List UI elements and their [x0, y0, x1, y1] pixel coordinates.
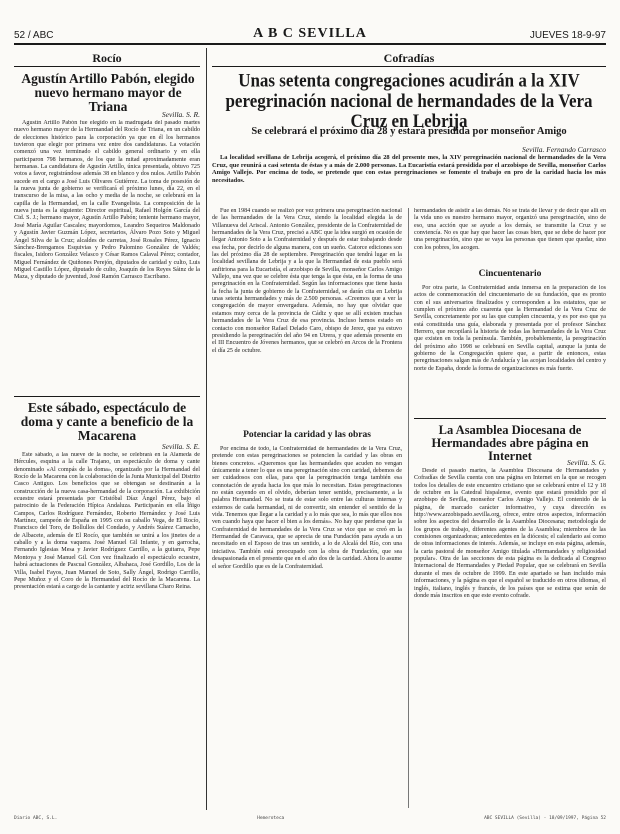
main-lede: [212, 154, 606, 206]
section-rule-left: [14, 66, 200, 67]
story2-headline: Este sábado, espectáculo de doma y cante a beneficio de la Macarena: [20, 400, 194, 444]
footer-right: ABC SEVILLA (Sevilla) - 18/09/1997, Página 52: [484, 816, 606, 821]
story1-headline: Agustín Artillo Pabón, elegido nuevo hermano mayor de Triana: [21, 71, 195, 115]
column-divider: [206, 48, 207, 810]
col1b-text: Por encima de todo, la Confraternidad de hermandades de la Vera Cruz, pretende con estas peregrinaciones se potencien la caridad y las obras en bienes concretos. «Queremos que las hermandades que acuden no vengan únicamente a tener lo que es una peregrinación sino con caridad, debemos de ser cuidadosos con ellas, para que la peregrinación tenga también esa connotación de ayuda hacia los que más lo necesitan. Estas peregrinaciones no están cayendo en el olvido, deberían tener sentido, precisamente, a la palabra Hermandad. No se trata de estar solo entre las culturas internas y externos de cada hermandad, ni de convertir, sin entender el sentido de la vida. Tenemos que llegar a la caridad y a lo más que sea, lo más que ellos nos ven cuando haya que hacer el bien a los demás». No hay que perderse que la Confraternidad de hermandades de la Vera Cruz se vice que se creó en la Hermandad de Caravaca, que se aprecia de una Fundación para ayuda a un necesitado en el Esposo de tras un sentido, a lo de Alcalá del Río, con una iniciativa. También está preocupado con la obra de Fundación, que sea desapasionada en el presente que en el año dos de la caridad. Ahora lo asume el señor Gordillo que es de la Confraternidad.: [212, 446, 402, 570]
col2-top-text: hermandades de asistir a las demás. No se trata de llevar y de decir que allí en la vida uno es nuestro hermano mayor, organizó una peregrinación, sino de eso, una acción que se ayude a los demás, se transmite la Cruz y se conviencía. No es que hay que hacer las cosas bien, que se debe de hacer por una peregrinación, sino que se vaya las personas que tienen que quedar, sino con los pobres, los acogen.: [414, 208, 606, 251]
page-folio: 52 / ABC: [14, 30, 54, 41]
story3-body: [414, 468, 606, 808]
story3-headline: La Asamblea Diocesana de Hermandades abre página en Internet: [431, 423, 589, 464]
main-headline: Unas setenta congregaciones acudirán a la XIV peregrinación nacional de hermandades de la Vera Cruz en Lebrija: [225, 69, 593, 132]
inner-divider: [408, 208, 409, 808]
story3-text: Desde el pasado martes, la Asamblea Diocesana de Hermandades y Cofradías de Sevilla cuenta con una página en Internet en la que se recogen todos los detalles de este encuentro cristiano que se celebrará entre el 12 y 18 de octubre en la Catedral hispalense, evento que estará presidido por el arzobispo de Sevilla, monseñor Carlos Amigo Vallejo. El contenido de la página, de marcado carácter informativo, y cuya dirección es http://www.arzobispado.sevilla.org, ofrece, entre otros aspectos, información sobre los aspectos del desarrollo de la Asamblea Diocesana; metodología de los grupos de trabajo, diferentes agentes de la Asamblea; miembros de las comisiones organizadoras; antecedentes en la diócesis; el calendario así como de otras informaciones de interés. Además, se incluye en esta página, además, la carta pastoral de monseñor Amigo titulada «Hermandades y religiosidad popular». Otra de las secciones de esta página es la dedicada al Congreso Internacional de Hermandades y Piedad Popular, que se celebrará en Sevilla durante el mes de octubre de 1999. En este apartado se han incluido más informaciones, y la página es que el español se traducido en otros idiomas, el inglés, italiano, inglés y francés, de los países que se estima que serán de donde más inscritos en que este evento cofrade.: [414, 468, 606, 599]
header-rule: [14, 43, 606, 45]
section-rule-right: [212, 66, 606, 67]
main-col1: [212, 208, 402, 424]
story-separator-right: [414, 418, 606, 419]
story2-byline: Sevilla. S. E.: [161, 442, 200, 451]
main-col1b: [212, 446, 402, 808]
story2-text: Este sábado, a las nueve de la noche, se celebrará en la Alameda de Hércules, esquina a la calle Trajano, un espectáculo de doma y cante denominado «Al compás de la doma», organizado por la Hermandad del Rocío de la Macarena con la colaboración de la Junta Municipal del Distrito Casco Antiguo. Los beneficios que se obtengan se destinarán a la construcción de la nueva casa-hermandad de la corporación. La exhibición ecuestre estará presentada por Cristóbal Díaz Ángel Pérez, bajo el patrocinio de la Federación Hípica Andaluza. Participarán en ella Íñigo Campos, Carlos Rodríguez Fernández, Roberto Hernández y José Luis Martínez, campeón de España en 1995 con su caballo Vega, de El Rocío, Francisco del Toro, de Bollullos del Condado, y Andrés Suárez Camacho, de Albacete, además de El Rocío, que también se unirá a los jinetes de a caballo y a la doma vaquera. José Manuel Gil Infante, y en garrocha, Fernando Iglesias Mesa y Javier Rodríguez Carrillo, a la guitarra, Pepe Montoya y José Manuel Gil. Con vez finalizado el espectáculo ecuestre, habrá actuaciones de Pascual González, Albahaca, José Gordillo, Los de la Villa, Isabel Fayos, Juan Manuel de Soto, Sally Ángel, Rodrigo Carrillo, Pepe Muñoz y el Coro de la Hermandad del Rocío de la Macarena. La presentación estará a cargo de la cantante y actriz sevillana Charo Reina.: [14, 452, 200, 591]
main-col2a: [414, 285, 606, 415]
masthead: A B C SEVILLA: [253, 26, 367, 41]
footer-center: Hemeroteca: [257, 816, 285, 821]
section-cofradias: Cofradías: [383, 51, 435, 65]
story3-byline: Sevilla. S. G.: [567, 458, 606, 467]
col2a-text: Por otra parte, la Confraternidad anda inmersa en la preparación de los actos de conmemoración del cincuentenario de su fundación, que es pronto con el sus aniversarios finalizados y corresponden a los estatutos, que se cumplen el próximo año cuarenta que la Hermandad de la Vera Cruz de Sevilla, concretamente por su las que cumplen cincuenta, y es por eso que ya está constituida una guía, elaborada y presentada por el profesor Sánchez Herrero, que recopilará la historia de todas las hermandades de la Vera Cruz que existen en toda la península. También, probablemente, la peregrinación del próximo año 1998 se celebrará en Sevilla capital, aunque la junta de gobierno de la Congregación quiere que, a partir de entonces, estas peregrinaciones salgan más de Andalucía y las acojan localidades del centro y norte de España, donde la forma de organizaciones es más fuerte.: [414, 285, 606, 372]
subhead-cincuentenario: Cincuentenario: [478, 269, 542, 279]
subhead-caridad: Potenciar la caridad y las obras: [243, 430, 371, 440]
story-separator-left: [14, 396, 200, 397]
issue-date: JUEVES 18-9-97: [529, 30, 606, 41]
story1-byline: Sevilla. S. R.: [161, 110, 200, 119]
story2-body: [14, 452, 200, 808]
main-byline: Sevilla. Fernando Carrasco: [522, 145, 606, 154]
main-col2-top: [414, 208, 606, 264]
footer-left: Diario ABC, S.L.: [14, 816, 58, 821]
section-rocio: Rocío: [92, 51, 122, 65]
story1-body: [14, 120, 200, 394]
main-subheadline: Se celebrará el próximo día 28 y estará presidida por monseñor Amigo: [251, 126, 567, 137]
archive-footer: [14, 816, 606, 824]
story1-text: Agustín Artillo Pabón fue elegido en la madrugada del pasado martes nuevo hermano mayor de la Hermandad del Rocío de Triana, en un cabildo de elecciones histórico para la corporación ya que en él los hermanos tuvieron que elegir por primera vez entre dos candidaturas. La votación comenzó una vez terminado el cabildo general ordinario y en ella participaron 798 hermanos, de los que la mitad aproximadamente eran hermanas. La candidatura de Agustín Artillo, única presentada, obtuvo 725 votos a favor, registrándose además 38 en blanco y dos nulos. Artillo Pabón sucede en el cargo a José Luis Olivares Gutiérrez. La toma de posesión de la nueva junta de gobierno se verificará el próximo lunes, día 22, en el transcurso de la misa, a las ocho y media de la noche, se celebrará en la capilla de la Hermandad, en la calle Evangelista. La composición de la nueva junta es la siguiente: Director espiritual, Rafael Holgón García del Cid. S. J.; hermano mayor, Agustín Artillo Pabón; teniente hermano mayor, José María Aguilar Cascales; mayordomos, Leandro Sequeiros Maldonado y Agustín Javier Guzmán López, secretarios, Álvaro Pozo Soto y Miguel Ángel Silva de la Cruz; alcaldes de carretas, José Rosales Pérez, Ignacio Sánchez-Brengamos Esquivias y Pedro Palomino González de Valdés; fiscales, Isidoro González Velasco y César Ramos Calaval Pérez; contador, Miguel Fernández de Quiñones Perejón, diputados de caridad y culto, Luis Miguel Castillo López, diputado de culto, Joaquín de los Reyes Sáinz de la Maza, y diputado de juventud, José Ramón Carrasco Escribano.: [14, 120, 200, 281]
lede-text: La localidad sevillana de Lebrija acogerá, el próximo día 28 del presente mes, la XIV peregrinación nacional de hermandades de la Vera Cruz, que reunirá a casi setenta de éstas y a más de 2.000 personas. La Eucaristía estará presidida por el arzobispo de Sevilla, monseñor Carlos Amigo Vallejo. Por encima de todo, se pretende que con estas peregrinaciones se fomente el trabajo en pro de la caridad hacia los más necesitados.: [212, 154, 606, 184]
col1-text: Fue en 1984 cuando se realizó por vez primera una peregrinación nacional de las hermandades de la Vera Cruz, siendo la localidad elegida la de Villanueva del Ariscal. Antonio González, presidente de la Confraternidad de hermandades de la Vera Cruz, precisó a ABC que la idea surgió en ocasión de llegar Antonio Soto a la Confraternidad y después de estar trabajando desde esa fecha, por decirlo de alguna manera, con un sueño. Catorce ediciones son las del próximo día 28 de septiembre. Peregrinación que tendrá lugar en la localidad sevillana de Lebrija y a la que la Hermandad de esta pueblo será anfitriona para la Eucaristía, el arzobispo de Sevilla, monseñor Carlos Amigo Vallejo, una vez que se celebre ésta que tenga la que ésta, en la forma de una peregrinación en la Confraternidad. Según las informaciones que tiene hasta la fecha la junta de gobierno de la Confraternidad, se darán cita en Lebrija unas setenta hermandades y más de 2.500 personas. «Creemos que a ver la congregación de mayor envergadura. Además, no hay que olvidar que estamos muy cerca de la provincia de Cádiz y que se allí existen muchas hermandades de la Vera Cruz de esa provincia. Incluso hemos estado en contacto con monseñor Rafael Delado Caro, obispo de Jerez, que ya estuvo presidiendo la peregrinación del año 94 en Utrera, y que además presente en el III Encuentro de Jóvenes hermanos, que se celebró en Arcos de la Frontera el día 25 de octubre.: [212, 208, 402, 354]
